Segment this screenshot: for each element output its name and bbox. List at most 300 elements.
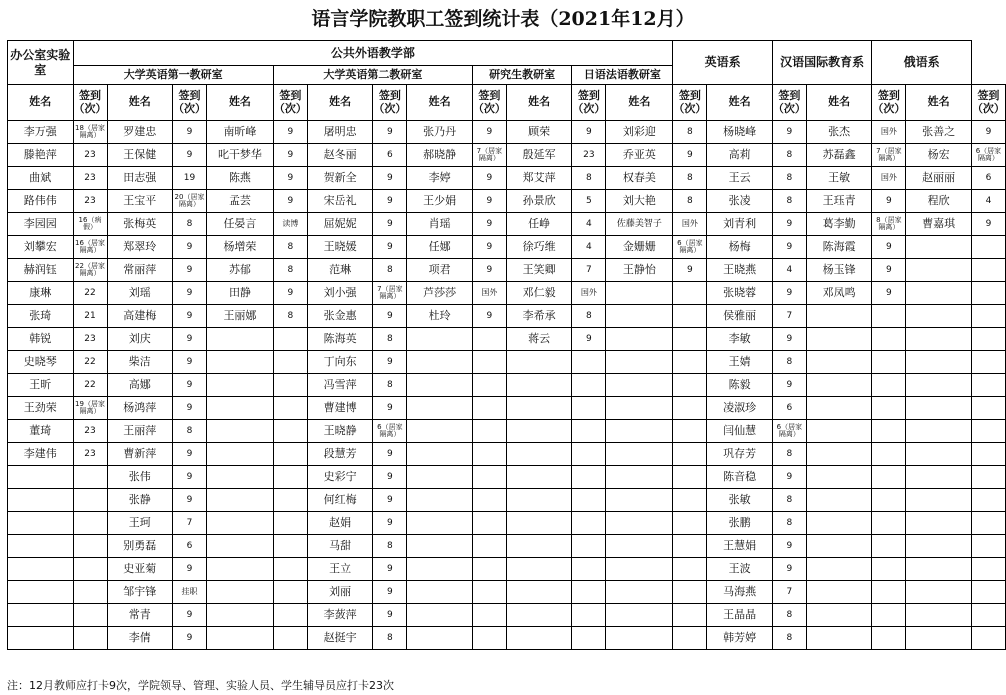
e1a-name-cell: 张梅英 (107, 213, 173, 236)
chinese-sign-cell: 9 (872, 190, 906, 213)
sign-note-part: 6（居家 (677, 238, 703, 247)
e2b-sign-cell (472, 328, 506, 351)
e1a-sign-cell: 9 (173, 489, 207, 512)
english-sign-cell: 7 (772, 581, 806, 604)
table-row (8, 213, 1006, 236)
grad-name-cell: 李希承 (506, 305, 572, 328)
sign-note-part: 隔离） (379, 430, 401, 438)
e1a-name-cell: 常丽萍 (107, 259, 173, 282)
chinese-name-cell (806, 305, 872, 328)
grad-sign-cell (572, 512, 606, 535)
e1b-sign-cell (273, 443, 307, 466)
sign-note-part: 7（居家 (377, 284, 403, 293)
e2a-name-cell: 赵冬丽 (307, 144, 373, 167)
e2b-name-cell (407, 512, 473, 535)
jf-name-cell (606, 374, 673, 397)
grad-name-cell (506, 581, 572, 604)
jf-name-cell (606, 443, 673, 466)
office-name-cell: 刘攀宏 (8, 236, 74, 259)
e1b-sign-cell: 9 (273, 121, 307, 144)
e2a-name-cell: 马甜 (307, 535, 373, 558)
jf-sign-cell (673, 420, 707, 443)
e1b-sign-cell (273, 581, 307, 604)
e1b-sign-cell: 9 (273, 282, 307, 305)
english-name-cell: 张敏 (707, 489, 773, 512)
sign-note-part: 隔离） (79, 131, 101, 139)
sign-count-column-header: 签到（次） (472, 85, 506, 121)
chinese-sign-cell (872, 466, 906, 489)
sheet-title: 语言学院教职工签到统计表（2021年12月） (311, 8, 695, 30)
chinese-name-cell (806, 374, 872, 397)
e2b-sign-cell (472, 144, 506, 167)
chinese-sign-cell (872, 443, 906, 466)
e1a-sign-cell: 9 (173, 627, 207, 650)
e1a-sign-cell: 挂职 (173, 581, 207, 604)
chinese-sign-cell (872, 512, 906, 535)
e1b-name-cell: 任晏言 (207, 213, 274, 236)
russian-name-cell (906, 374, 972, 397)
sign-note-part: 8（居家 (876, 215, 902, 224)
russian-name-cell (906, 236, 972, 259)
english-sign-cell: 8 (772, 167, 806, 190)
russian-name-cell (906, 512, 972, 535)
sign-note-part: 隔离） (977, 154, 999, 162)
e1a-sign-cell: 9 (173, 374, 207, 397)
e1a-sign-cell: 9 (173, 282, 207, 305)
grad-sign-cell: 4 (572, 213, 606, 236)
sub-japanese-french: 日语法语教研室 (572, 66, 673, 85)
sub-graduate: 研究生教研室 (472, 66, 572, 85)
office-sign-cell (73, 236, 107, 259)
table-row (8, 558, 1006, 581)
russian-name-cell (906, 351, 972, 374)
e1b-sign-cell: 读博 (273, 213, 307, 236)
e2a-sign-cell (373, 282, 407, 305)
grad-sign-cell (572, 535, 606, 558)
e2a-sign-cell: 9 (373, 397, 407, 420)
e1b-sign-cell (273, 627, 307, 650)
grad-sign-cell: 23 (572, 144, 606, 167)
e2a-name-cell: 赵娟 (307, 512, 373, 535)
e1a-name-cell: 史亚菊 (107, 558, 173, 581)
grad-name-cell (506, 512, 572, 535)
e1b-sign-cell: 9 (273, 190, 307, 213)
office-name-cell: 王昕 (8, 374, 74, 397)
chinese-name-cell (806, 627, 872, 650)
grad-name-cell (506, 466, 572, 489)
office-name-cell: 史晓琴 (8, 351, 74, 374)
office-name-cell (8, 627, 74, 650)
grad-sign-cell (572, 581, 606, 604)
header-row-1 (8, 41, 1006, 66)
e2b-name-cell: 肖瑶 (407, 213, 473, 236)
russian-sign-cell: 9 (971, 121, 1005, 144)
chinese-sign-cell (872, 558, 906, 581)
office-sign-cell: 22 (73, 374, 107, 397)
e2a-sign-cell: 8 (373, 535, 407, 558)
english-sign-cell: 8 (772, 627, 806, 650)
sign-count-column-header: 签到（次） (73, 85, 107, 121)
russian-sign-cell (971, 397, 1005, 420)
e1a-sign-cell: 9 (173, 604, 207, 627)
e2b-name-cell (407, 466, 473, 489)
e2a-sign-cell: 9 (373, 351, 407, 374)
office-name-cell: 王劲荣 (8, 397, 74, 420)
english-name-cell: 杨梅 (707, 236, 773, 259)
jf-name-cell: 刘彩迎 (606, 121, 673, 144)
jf-sign-cell (673, 236, 707, 259)
e1a-sign-cell: 8 (173, 420, 207, 443)
grad-sign-cell (572, 374, 606, 397)
e2b-name-cell (407, 489, 473, 512)
e1a-name-cell: 柴洁 (107, 351, 173, 374)
russian-name-cell (906, 305, 972, 328)
office-sign-cell: 23 (73, 443, 107, 466)
e2a-sign-cell: 9 (373, 167, 407, 190)
jf-sign-cell (673, 443, 707, 466)
table-row (8, 443, 1006, 466)
sign-count-column-header: 签到（次） (273, 85, 307, 121)
english-sign-cell: 8 (772, 144, 806, 167)
chinese-name-cell (806, 558, 872, 581)
e2a-name-cell: 段慧芳 (307, 443, 373, 466)
table-row (8, 259, 1006, 282)
sign-note-part: 隔离） (79, 269, 101, 277)
grad-name-cell (506, 604, 572, 627)
e2b-sign-cell (472, 397, 506, 420)
russian-sign-cell (971, 236, 1005, 259)
chinese-sign-cell (872, 489, 906, 512)
e1a-name-cell: 常青 (107, 604, 173, 627)
sign-count-column-header: 签到（次） (572, 85, 606, 121)
attendance-table (7, 40, 1006, 650)
e1a-name-cell: 张伟 (107, 466, 173, 489)
jf-sign-cell (673, 397, 707, 420)
office-sign-cell (73, 466, 107, 489)
jf-name-cell (606, 535, 673, 558)
dept-english-header: 英语系 (673, 41, 773, 85)
e1a-name-cell: 王丽萍 (107, 420, 173, 443)
e1a-sign-cell: 9 (173, 351, 207, 374)
e1b-sign-cell (273, 351, 307, 374)
russian-name-cell (906, 443, 972, 466)
e2b-name-cell: 项君 (407, 259, 473, 282)
office-name-cell (8, 535, 74, 558)
e1b-name-cell: 苏郁 (207, 259, 274, 282)
e1b-sign-cell (273, 374, 307, 397)
sign-note-part: 18（居家 (75, 123, 105, 132)
e2a-name-cell: 屈妮妮 (307, 213, 373, 236)
jf-sign-cell (673, 512, 707, 535)
english-sign-cell: 9 (772, 213, 806, 236)
e2b-name-cell (407, 443, 473, 466)
office-sign-cell (73, 213, 107, 236)
e1b-sign-cell: 9 (273, 144, 307, 167)
english-name-cell: 王波 (707, 558, 773, 581)
column-header-row (8, 85, 1006, 121)
office-name-cell (8, 512, 74, 535)
e1a-name-cell: 王宝平 (107, 190, 173, 213)
table-row (8, 121, 1006, 144)
jf-sign-cell (673, 328, 707, 351)
e2a-name-cell: 范琳 (307, 259, 373, 282)
e1a-name-cell: 郑翠玲 (107, 236, 173, 259)
e2b-name-cell: 郝晓静 (407, 144, 473, 167)
e1b-name-cell (207, 397, 274, 420)
e2b-sign-cell (472, 581, 506, 604)
jf-sign-cell: 9 (673, 144, 707, 167)
dept-chinese-header: 汉语国际教育系 (772, 41, 872, 85)
english-name-cell: 杨晓峰 (707, 121, 773, 144)
russian-name-cell: 张善之 (906, 121, 972, 144)
russian-sign-cell (971, 328, 1005, 351)
table-row (8, 535, 1006, 558)
sign-note-part: 19（居家 (75, 399, 105, 408)
e2a-name-cell: 李蔹萍 (307, 604, 373, 627)
e1b-name-cell: 陈燕 (207, 167, 274, 190)
name-column-header: 姓名 (207, 85, 274, 121)
english-sign-cell: 9 (772, 328, 806, 351)
e1b-sign-cell: 8 (273, 236, 307, 259)
sign-note-part: 隔离） (478, 154, 500, 162)
grad-name-cell: 王笑卿 (506, 259, 572, 282)
sign-count-column-header: 签到（次） (373, 85, 407, 121)
jf-name-cell (606, 466, 673, 489)
chinese-sign-cell (872, 627, 906, 650)
office-name-cell: 康琳 (8, 282, 74, 305)
sign-count-column-header: 签到（次） (673, 85, 707, 121)
e1a-sign-cell: 19 (173, 167, 207, 190)
office-sign-cell (73, 604, 107, 627)
jf-name-cell (606, 581, 673, 604)
english-name-cell: 王云 (707, 167, 773, 190)
e2a-name-cell: 王晓媛 (307, 236, 373, 259)
grad-sign-cell: 9 (572, 121, 606, 144)
e2a-sign-cell: 9 (373, 466, 407, 489)
chinese-name-cell (806, 489, 872, 512)
e2b-sign-cell (472, 466, 506, 489)
e1b-sign-cell (273, 512, 307, 535)
e2a-sign-cell: 9 (373, 443, 407, 466)
e2a-sign-cell: 8 (373, 259, 407, 282)
office-name-cell: 张琦 (8, 305, 74, 328)
sign-note-part: 16（居家 (75, 238, 105, 247)
e2b-name-cell: 杜玲 (407, 305, 473, 328)
e2b-name-cell (407, 627, 473, 650)
jf-name-cell (606, 282, 673, 305)
e1a-name-cell: 罗建忠 (107, 121, 173, 144)
e2b-sign-cell: 9 (472, 190, 506, 213)
sign-note-part: 隔离） (79, 246, 101, 254)
russian-sign-cell (971, 443, 1005, 466)
e2a-sign-cell: 6 (373, 144, 407, 167)
e1a-sign-cell: 6 (173, 535, 207, 558)
office-name-cell (8, 466, 74, 489)
e1b-sign-cell (273, 535, 307, 558)
english-name-cell: 陈音稳 (707, 466, 773, 489)
jf-name-cell: 刘大艳 (606, 190, 673, 213)
office-sign-cell: 22 (73, 282, 107, 305)
sign-note-part: 隔离） (79, 407, 101, 415)
e2a-name-cell: 屠明忠 (307, 121, 373, 144)
name-column-header: 姓名 (407, 85, 473, 121)
russian-sign-cell (971, 489, 1005, 512)
table-row (8, 397, 1006, 420)
russian-name-cell: 赵丽丽 (906, 167, 972, 190)
sign-note-part: 6（居家 (975, 146, 1002, 155)
e2a-sign-cell: 9 (373, 581, 407, 604)
e1b-name-cell (207, 443, 274, 466)
e1a-name-cell: 刘瑶 (107, 282, 173, 305)
jf-sign-cell: 8 (673, 167, 707, 190)
grad-name-cell: 孙景欣 (506, 190, 572, 213)
chinese-name-cell (806, 581, 872, 604)
e2a-sign-cell: 8 (373, 328, 407, 351)
sub-college-english-1: 大学英语第一教研室 (73, 66, 273, 85)
chinese-name-cell (806, 443, 872, 466)
e1a-name-cell: 邹宇锋 (107, 581, 173, 604)
jf-sign-cell (673, 604, 707, 627)
sign-note-part: 6（居家 (776, 422, 803, 431)
office-name-cell (8, 558, 74, 581)
e2b-sign-cell: 9 (472, 305, 506, 328)
table-row (8, 512, 1006, 535)
e1b-name-cell: 南昕峰 (207, 121, 274, 144)
chinese-name-cell: 王敏 (806, 167, 872, 190)
e2a-sign-cell: 9 (373, 558, 407, 581)
russian-name-cell (906, 535, 972, 558)
jf-sign-cell (673, 489, 707, 512)
e1a-sign-cell: 9 (173, 121, 207, 144)
jf-name-cell (606, 604, 673, 627)
jf-sign-cell (673, 535, 707, 558)
english-name-cell: 马海燕 (707, 581, 773, 604)
jf-name-cell (606, 397, 673, 420)
e1a-sign-cell: 9 (173, 305, 207, 328)
e2b-name-cell: 王少娟 (407, 190, 473, 213)
e1a-sign-cell: 9 (173, 558, 207, 581)
english-name-cell: 张凌 (707, 190, 773, 213)
e1b-name-cell: 田静 (207, 282, 274, 305)
sign-note-part: 隔离） (778, 430, 800, 438)
name-column-header: 姓名 (307, 85, 373, 121)
e1b-name-cell (207, 535, 274, 558)
office-name-cell (8, 604, 74, 627)
e2b-name-cell (407, 558, 473, 581)
russian-name-cell (906, 558, 972, 581)
english-name-cell: 王晶晶 (707, 604, 773, 627)
e1b-name-cell (207, 581, 274, 604)
chinese-sign-cell (872, 397, 906, 420)
e2b-sign-cell: 9 (472, 259, 506, 282)
e1b-name-cell: 王丽娜 (207, 305, 274, 328)
e1b-name-cell (207, 627, 274, 650)
e2a-name-cell: 刘小强 (307, 282, 373, 305)
english-name-cell: 张晓蓉 (707, 282, 773, 305)
sign-count-column-header: 签到（次） (971, 85, 1005, 121)
table-row (8, 236, 1006, 259)
chinese-sign-cell (872, 374, 906, 397)
grad-name-cell (506, 443, 572, 466)
sign-note-part: 22（居家 (75, 261, 105, 270)
office-sign-cell (73, 121, 107, 144)
chinese-sign-cell (872, 604, 906, 627)
e2a-name-cell: 陈海英 (307, 328, 373, 351)
name-column-header: 姓名 (806, 85, 872, 121)
grad-sign-cell (572, 489, 606, 512)
e2a-sign-cell: 9 (373, 213, 407, 236)
english-sign-cell: 9 (772, 374, 806, 397)
grad-name-cell: 殷延军 (506, 144, 572, 167)
jf-sign-cell: 国外 (673, 213, 707, 236)
grad-sign-cell: 国外 (572, 282, 606, 305)
e2a-name-cell: 宋岳礼 (307, 190, 373, 213)
chinese-name-cell: 邓凤鸣 (806, 282, 872, 305)
e1b-sign-cell (273, 397, 307, 420)
english-name-cell: 巩存芳 (707, 443, 773, 466)
table-row (8, 351, 1006, 374)
office-name-cell: 赫润钰 (8, 259, 74, 282)
grad-sign-cell (572, 397, 606, 420)
e1a-name-cell: 张静 (107, 489, 173, 512)
e1a-name-cell: 高建梅 (107, 305, 173, 328)
e2b-name-cell (407, 604, 473, 627)
table-row (8, 282, 1006, 305)
e1b-name-cell (207, 420, 274, 443)
jf-sign-cell (673, 558, 707, 581)
office-sign-cell: 23 (73, 328, 107, 351)
russian-name-cell: 曹嘉琪 (906, 213, 972, 236)
dept-office-header: 办公室实验室 (8, 41, 74, 85)
russian-name-cell (906, 604, 972, 627)
grad-sign-cell (572, 420, 606, 443)
e2b-sign-cell (472, 558, 506, 581)
name-column-header: 姓名 (8, 85, 74, 121)
e2b-name-cell: 任娜 (407, 236, 473, 259)
english-name-cell: 刘青利 (707, 213, 773, 236)
sign-note-part: 隔离） (179, 200, 200, 208)
e1a-name-cell: 高娜 (107, 374, 173, 397)
grad-sign-cell (572, 558, 606, 581)
jf-sign-cell (673, 627, 707, 650)
jf-name-cell (606, 627, 673, 650)
jf-name-cell (606, 420, 673, 443)
english-name-cell: 韩芳婷 (707, 627, 773, 650)
e2b-sign-cell (472, 512, 506, 535)
office-name-cell: 董琦 (8, 420, 74, 443)
russian-name-cell (906, 328, 972, 351)
office-sign-cell: 23 (73, 144, 107, 167)
e2b-sign-cell (472, 535, 506, 558)
e1b-name-cell (207, 374, 274, 397)
e1a-name-cell: 王保健 (107, 144, 173, 167)
chinese-name-cell (806, 328, 872, 351)
office-sign-cell: 22 (73, 351, 107, 374)
e1b-name-cell: 杨增荣 (207, 236, 274, 259)
name-column-header: 姓名 (107, 85, 173, 121)
e2b-name-cell (407, 328, 473, 351)
e1b-sign-cell (273, 328, 307, 351)
russian-name-cell: 杨宏 (906, 144, 972, 167)
sign-count-column-header: 签到（次） (872, 85, 906, 121)
chinese-name-cell: 王珏青 (806, 190, 872, 213)
grad-sign-cell: 9 (572, 328, 606, 351)
e1a-sign-cell: 8 (173, 213, 207, 236)
russian-sign-cell (971, 282, 1005, 305)
english-sign-cell: 4 (772, 259, 806, 282)
e1b-sign-cell: 8 (273, 305, 307, 328)
e1a-name-cell: 曹新萍 (107, 443, 173, 466)
